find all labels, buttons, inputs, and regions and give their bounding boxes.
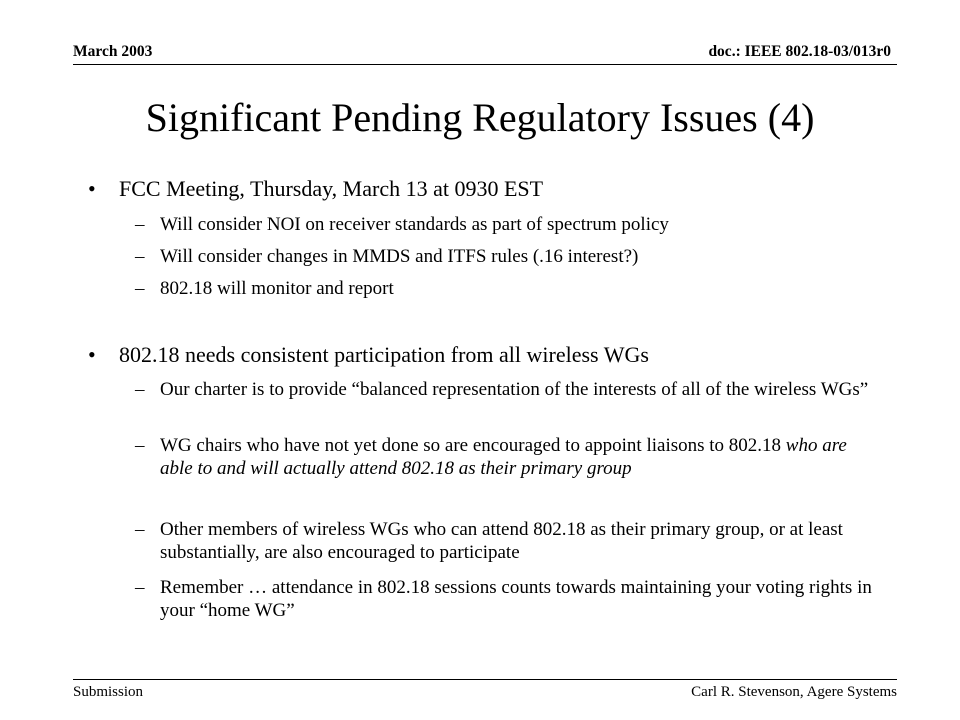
- dash-marker: –: [135, 278, 145, 299]
- footer-author: Carl R. Stevenson, Agere Systems: [691, 684, 897, 700]
- slide-title: Significant Pending Regulatory Issues (4): [145, 95, 815, 140]
- bullet-marker: •: [88, 176, 96, 201]
- subitem-appoint-liaisons-italic: who are able to and will actually attend 802.18 as their primary group: [160, 435, 847, 479]
- dash-marker: –: [135, 246, 145, 267]
- subitem-other-members: Other members of wireless WGs who can attend 802.18 as their primary group, or at least substantially, are also encouraged to participate: [160, 519, 843, 563]
- subitem-voting-rights: Remember … attendance in 802.18 sessions counts towards maintaining your voting rights in your “home WG”: [160, 577, 872, 621]
- header-doc-id: doc.: IEEE 802.18-03/013r0: [708, 43, 891, 60]
- subitem-noi-receiver-standards: Will consider NOI on receiver standards as part of spectrum policy: [160, 214, 669, 235]
- subitem-appoint-liaisons: [160, 434, 880, 480]
- footer-submission: Submission: [73, 684, 144, 700]
- dash-marker: –: [135, 577, 145, 598]
- dash-marker: –: [135, 379, 145, 400]
- dash-marker: –: [135, 435, 145, 456]
- bullet-text-participation: 802.18 needs consistent participation from all wireless WGs: [119, 342, 649, 367]
- bullet-text-fcc-meeting: FCC Meeting, Thursday, March 13 at 0930 EST: [119, 176, 544, 201]
- bullet-marker: •: [88, 342, 96, 367]
- subitem-appoint-liaisons-plain: WG chairs who have not yet done so are encouraged to appoint liaisons to 802.18: [160, 435, 786, 456]
- subitem-monitor-report: 802.18 will monitor and report: [160, 278, 394, 299]
- dash-marker: –: [135, 214, 145, 235]
- subitem-charter: Our charter is to provide “balanced representation of the interests of all of the wireless WGs”: [160, 379, 869, 400]
- header-date: March 2003: [73, 43, 153, 60]
- footer-divider: [73, 679, 897, 680]
- dash-marker: –: [135, 519, 145, 540]
- subitem-mmds-itfs-rules: Will consider changes in MMDS and ITFS rules (.16 interest?): [160, 246, 639, 267]
